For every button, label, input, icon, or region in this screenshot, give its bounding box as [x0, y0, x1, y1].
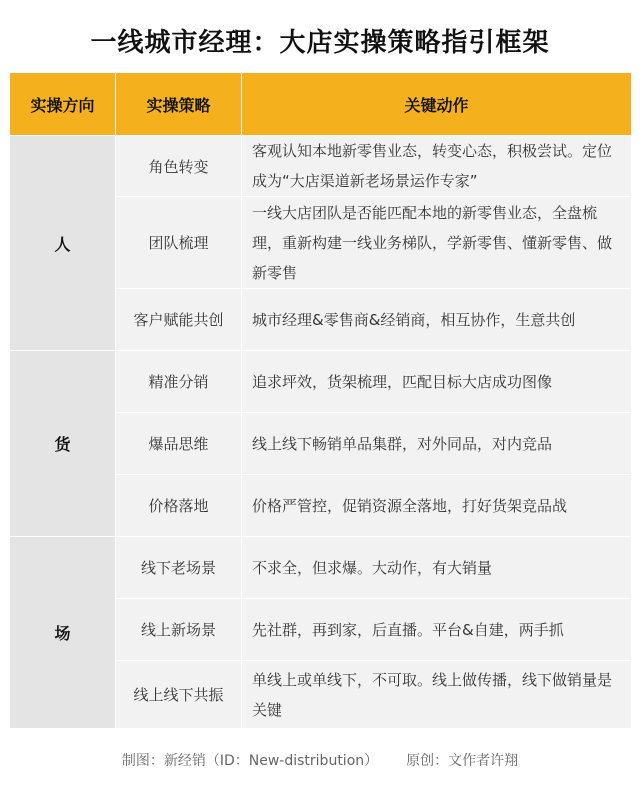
- action-cell: 不求全，但求爆。大动作，有大销量: [242, 537, 632, 599]
- header-strategy: 实操策略: [116, 73, 242, 136]
- action-cell: 单线上或单线下，不可取。线上做传播，线下做销量是关键: [242, 661, 632, 729]
- strategy-cell: 团队梳理: [116, 197, 242, 289]
- strategy-cell: 线上线下共振: [116, 661, 242, 729]
- strategy-cell: 价格落地: [116, 475, 242, 537]
- header-action: 关键动作: [242, 73, 632, 136]
- page-title: 一线城市经理：大店实操策略指引框架: [90, 28, 550, 58]
- direction-cell: 货: [10, 351, 116, 537]
- table-row: [10, 136, 632, 197]
- action-cell: 价格严管控，促销资源全落地，打好货架竞品战: [242, 475, 632, 537]
- strategy-cell: 角色转变: [116, 136, 242, 197]
- table-header-row: [10, 73, 632, 136]
- footer: [0, 750, 640, 770]
- action-cell: 追求坪效，货架梳理，匹配目标大店成功图像: [242, 351, 632, 413]
- action-cell: 先社群，再到家，后直播。平台&自建，两手抓: [242, 599, 632, 661]
- footer-credit: 制图：新经销（ID：New-distribution）: [121, 753, 379, 769]
- action-cell: 城市经理&零售商&经销商，相互协作，生意共创: [242, 289, 632, 351]
- strategy-cell: 线下老场景: [116, 537, 242, 599]
- action-cell: 线上线下畅销单品集群，对外同品，对内竞品: [242, 413, 632, 475]
- direction-cell: 人: [10, 136, 116, 351]
- header-direction: 实操方向: [10, 73, 116, 136]
- footer-author: 原创：文作者许翔: [406, 753, 519, 769]
- strategy-table: [9, 72, 632, 729]
- strategy-cell: 客户赋能共创: [116, 289, 242, 351]
- strategy-cell: 爆品思维: [116, 413, 242, 475]
- table-row: [10, 537, 632, 599]
- table-row: [10, 351, 632, 413]
- action-cell: 客观认知本地新零售业态，转变心态，积极尝试。定位成为“大店渠道新老场景运作专家”: [242, 136, 632, 197]
- strategy-cell: 线上新场景: [116, 599, 242, 661]
- strategy-cell: 精准分销: [116, 351, 242, 413]
- action-cell: 一线大店团队是否能匹配本地的新零售业态，全盘梳理，重新构建一线业务梯队，学新零售、懂新零售、做新零售: [242, 197, 632, 289]
- direction-cell: 场: [10, 537, 116, 729]
